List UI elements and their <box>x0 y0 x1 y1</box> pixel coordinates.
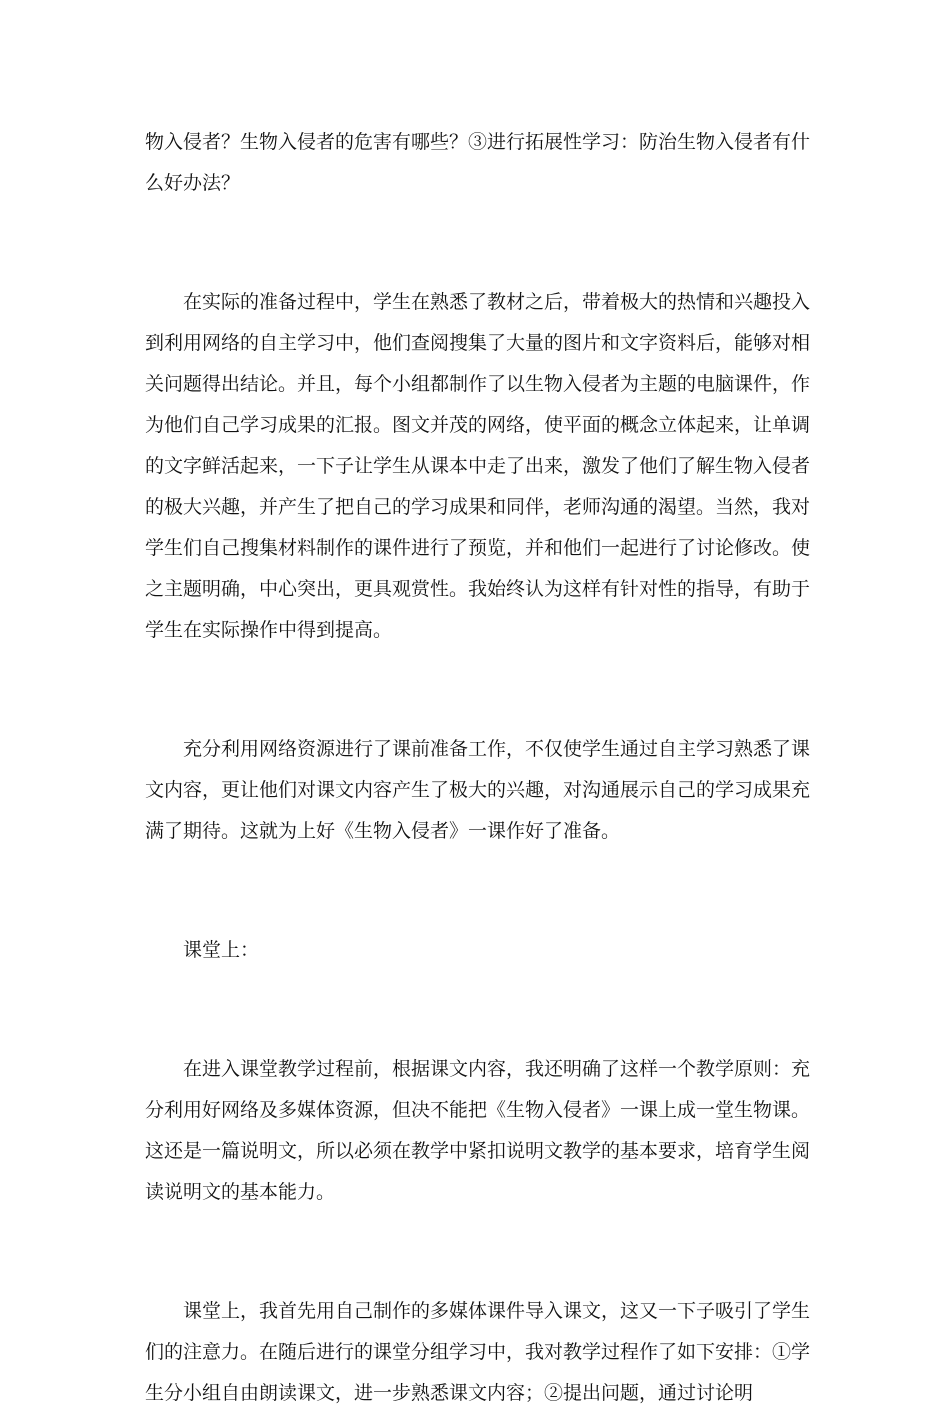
paragraph-gap <box>145 204 810 282</box>
document-body <box>145 122 810 1414</box>
paragraph-gap <box>145 651 810 729</box>
paragraph-classroom-arrangement: 课堂上，我首先用自己制作的多媒体课件导入课文，这又一下子吸引了学生们的注意力。在随后进行的课堂分组学习中，我对教学过程作了如下安排：①学生分小组自由朗读课文，进一步熟悉课文内容；②提出问题，通过讨论明 <box>145 1300 811 1404</box>
paragraph-gap <box>145 971 810 1049</box>
paragraph-teaching-principle: 在进入课堂教学过程前，根据课文内容，我还明确了这样一个教学原则：充分利用好网络及多媒体资源，但决不能把《生物入侵者》一课上成一堂生物课。这还是一篇说明文，所以必须在教学中紧扣说明文教学的基本要求，培育学生阅读说明文的基本能力。 <box>145 1058 811 1203</box>
section-heading-classroom: 课堂上： <box>183 939 260 961</box>
paragraph-continued: 物入侵者？生物入侵者的危害有哪些？③进行拓展性学习：防治生物入侵者有什么好办法？ <box>145 131 811 194</box>
paragraph-gap <box>145 852 810 930</box>
paragraph-gap <box>145 1213 810 1291</box>
paragraph-preparation: 在实际的准备过程中，学生在熟悉了教材之后，带着极大的热情和兴趣投入到利用网络的自主学习中，他们查阅搜集了大量的图片和文字资料后，能够对相关问题得出结论。并且，每个小组都制作了以生物入侵者为主题的电脑课件，作为他们自己学习成果的汇报。图文并茂的网络，使平面的概念立体起来，让单调的文字鲜活起来，一下子让学生从课本中走了出来，激发了他们了解生物入侵者的极大兴趣，并产生了把自己的学习成果和同伴，老师沟通的渴望。当然，我对学生们自己搜集材料制作的课件进行了预览，并和他们一起进行了讨论修改。使之主题明确，中心突出，更具观赏性。我始终认为这样有针对性的指导，有助于学生在实际操作中得到提高。 <box>145 291 811 641</box>
paragraph-network-resources: 充分利用网络资源进行了课前准备工作，不仅使学生通过自主学习熟悉了课文内容，更让他们对课文内容产生了极大的兴趣，对沟通展示自己的学习成果充满了期待。这就为上好《生物入侵者》一课作好了准备。 <box>145 738 811 842</box>
